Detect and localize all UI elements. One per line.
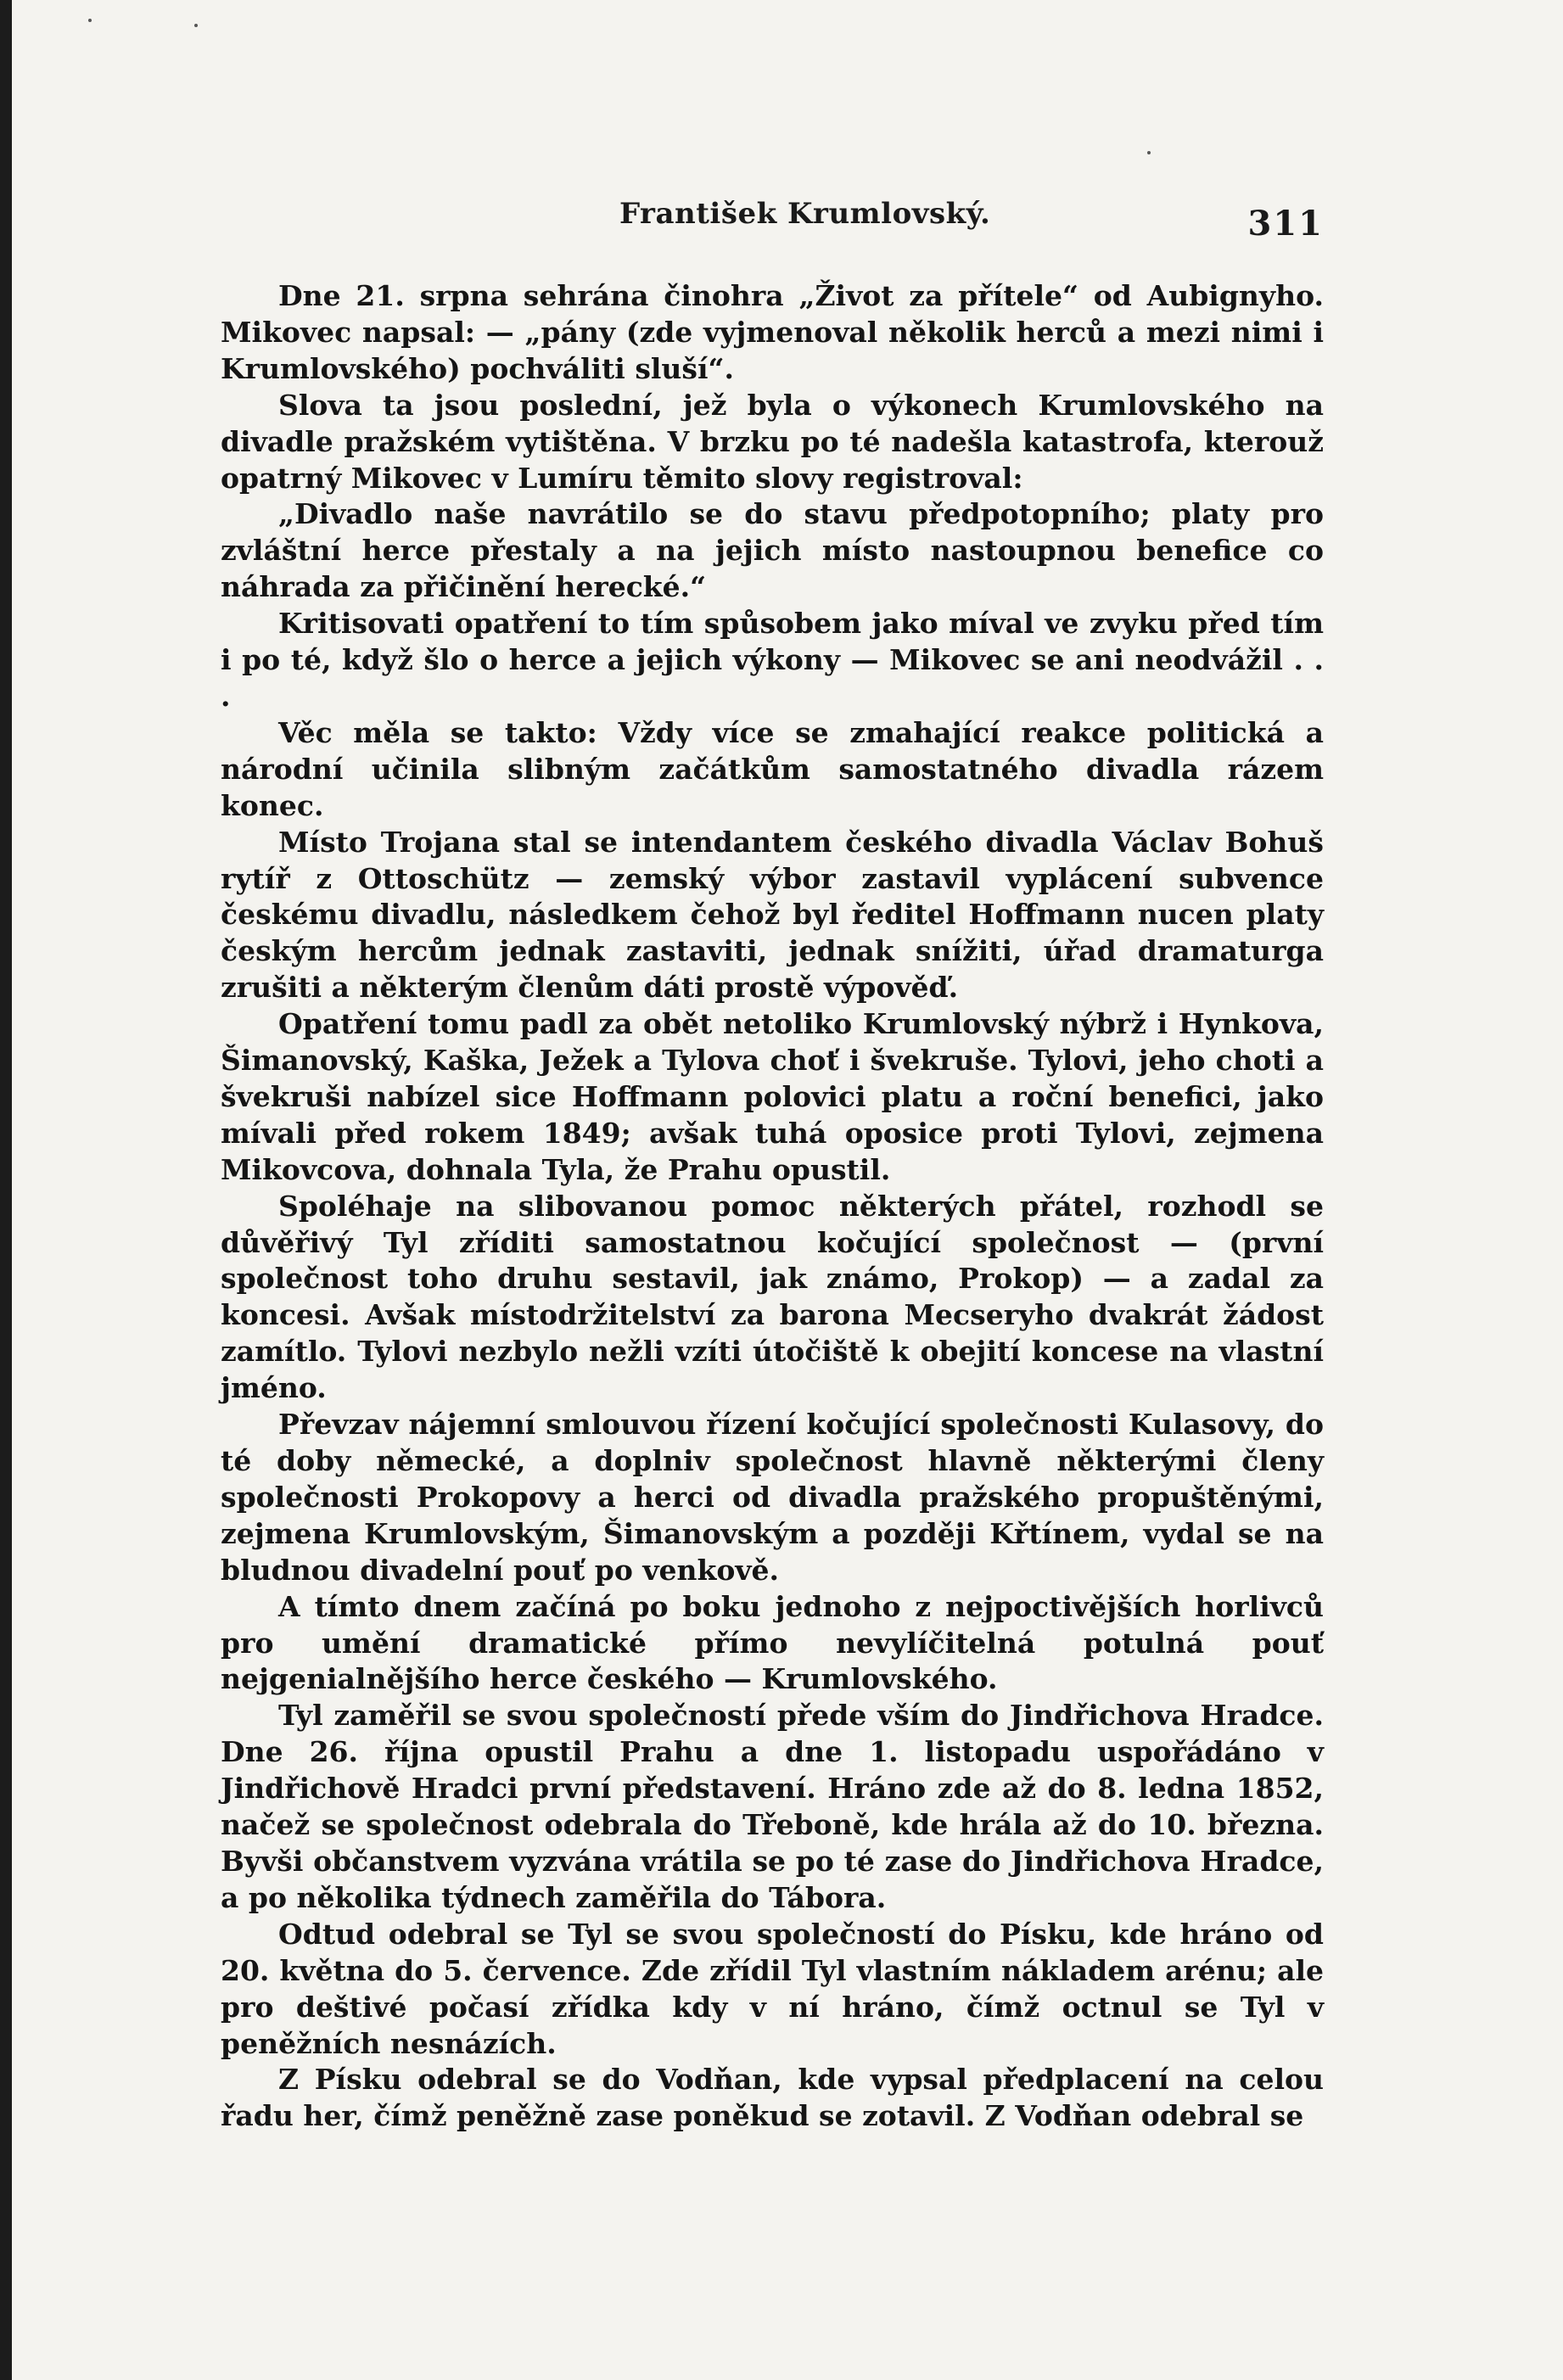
book-page bbox=[12, 0, 1563, 2380]
paragraph: „Divadlo naše navrátilo se do stavu předpotopního; platy pro zvláštní herce přestaly a na jejich místo nastoupnou benefice co náhrada za přičinění herecké.“ bbox=[221, 497, 1324, 604]
paragraph: A tímto dnem začíná po boku jednoho z nejpoctivějších horlivců pro umění dramatické přímo nevylíčitelná potulná pouť nejgenialnějšího herce českého — Krumlovského. bbox=[221, 1589, 1324, 1696]
paragraph: Odtud odebral se Tyl se svou společností do Písku, kde hráno od 20. května do 5. července. Zde zřídil Tyl vlastním nákladem arénu; ale pro deštivé počasí zřídka kdy v ní hráno, čímž octnul se Tyl v peněžních nesnázích. bbox=[221, 1917, 1324, 2060]
paragraph: Opatření tomu padl za obět netoliko Krumlovský nýbrž i Hynkova, Šimanovský, Kaška, Ježek a Tylova choť i švekruše. Tylovi, jeho choti a švekruši nabízel sice Hoffmann polovici platu a roční benefici, jako mívali před rokem 1849; avšak tuhá oposice proti Tylovi, zejmena Mikovcova, dohnala Tyla, že Prahu opustil. bbox=[221, 1007, 1324, 1186]
scan-speck bbox=[194, 24, 198, 27]
scan-speck bbox=[1147, 151, 1151, 154]
paragraph: Tyl zaměřil se svou společností přede vším do Jindřichova Hradce. Dne 26. října opustil Prahu a dne 1. listopadu uspořádáno v Jindřichově Hradci první představení. Hráno zde až do 8. ledna 1852, načež se společnost odebrala do Třeboně, kde hrála až do 10. března. Byvši občanstvem vyzvána vrátila se po té zase do Jindřichova Hradce, a po několika týdnech zaměřila do Tábora. bbox=[221, 1699, 1324, 1914]
paragraph: Věc měla se takto: Vždy více se zmahající reakce politická a národní učinila slibným začátkům samostatného divadla rázem konec. bbox=[221, 715, 1324, 822]
paragraph: Kritisovati opatření to tím spůsobem jako míval ve zvyku před tím i po té, když šlo o herce a jejich výkony — Mikovec se ani neodvážil . . . bbox=[221, 607, 1324, 713]
paragraph: Slova ta jsou poslední, jež byla o výkonech Krumlovského na divadle pražském vytištěna. V brzku po té nadešla katastrofa, kterouž opatrný Mikovec v Lumíru těmito slovy registroval: bbox=[221, 388, 1324, 495]
scan-edge bbox=[0, 0, 12, 2380]
page-header bbox=[221, 197, 1324, 248]
body-text bbox=[221, 278, 1324, 2135]
paragraph: Spoléhaje na slibovanou pomoc některých přátel, rozhodl se důvěřivý Tyl zříditi samostatnou kočující společnost — (první společnost toho druhu sestavil, jak známo, Prokop) — a zadal za koncesi. Avšak místodržitelství za barona Mecseryho dvakrát žádost zamítlo. Tylovi nezbylo nežli vzíti útočiště k obejití koncese na vlastní jméno. bbox=[221, 1189, 1324, 1405]
page-number: 311 bbox=[1247, 204, 1324, 244]
running-title: František Krumlovský. bbox=[619, 197, 991, 231]
paragraph: Místo Trojana stal se intendantem českého divadla Václav Bohuš rytíř z Ottoschütz — zemský výbor zastavil vyplácení subvence českému divadlu, následkem čehož byl ředitel Hoffmann nucen platy českým hercům jednak zastaviti, jednak snížiti, úřad dramaturga zrušiti a některým členům dáti prostě výpověď. bbox=[221, 825, 1324, 1005]
paragraph: Z Písku odebral se do Vodňan, kde vypsal předplacení na celou řadu her, čímž peněžně zase poněkud se zotavil. Z Vodňan odebral se bbox=[221, 2063, 1324, 2133]
paragraph: Převzav nájemní smlouvou řízení kočující společnosti Kulasovy, do té doby německé, a doplniv společnost hlavně některými členy společnosti Prokopovy a herci od divadla pražského propuštěnými, zejmena Krumlovským, Šimanovským a později Křtínem, vydal se na bludnou divadelní pouť po venkově. bbox=[221, 1408, 1324, 1587]
paragraph: Dne 21. srpna sehrána činohra „Život za přítele“ od Aubignyho. Mikovec napsal: — „pány (zde vyjmenoval několik herců a mezi nimi i Krumlovského) pochváliti sluší“. bbox=[221, 279, 1324, 385]
scan-speck bbox=[88, 19, 92, 22]
